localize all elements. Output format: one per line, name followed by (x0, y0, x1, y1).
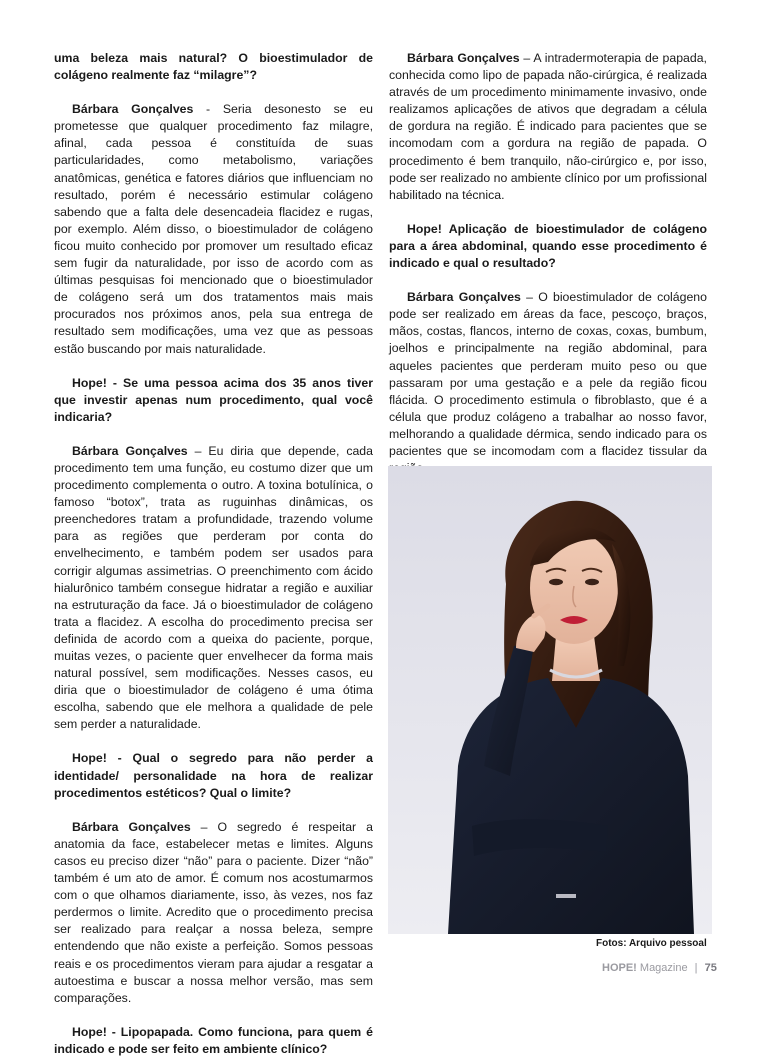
answer-text: – O bioestimulador de colágeno pode ser realizado em áreas da face, pescoço, braços, mãos, costas, flancos, interno de coxas, coxas, bumbum, joelhos e principalmente na região abdominal, para aqueles pacientes que perderam muito peso ou que passaram por uma gestação e a pele da região ficou flácida. O procedimento estimula o fibroblasto, que é a célula que produz colágeno a trabalhar ao nosso favor, melhorando a qualidade dérmica, sendo indicado para os pacientes que se incomodam com a flacidez tissular da (389, 290, 707, 458)
speaker-name: Bárbara Gonçalves (72, 443, 188, 458)
article-column-left (54, 50, 373, 1058)
question-text: Hope! - Qual o segredo para não perder a identidade/ personalidade na hora de realizar procedimentos estéticos? Qual o limite? (54, 751, 373, 800)
interview-question (54, 375, 373, 426)
interview-question (54, 750, 373, 801)
interview-answer (54, 101, 373, 357)
portrait-photo (388, 466, 712, 934)
interview-answer (54, 819, 373, 1007)
interview-answer (54, 443, 373, 734)
answer-text: – Eu diria que depende, cada procedimento tem uma função, eu costumo dizer que um procedimento complementa o outro. A toxina botulínica, o famoso “botox”, trata as ruguinhas dinâmicas, os preenchedores tratam a profundidade, trazendo volume para as regiões que perderam por conta do envelhecimento, e também podem ser usados para corrigir algumas assimetrias. O preenchimento com ácido hialurônico também consegue hidratar a região e auxiliar na estruturação da face. Já o bioestimulador de colágeno trata a flacidez. A escolha do procedimento precisa ser definida de acordo com a queixa do paciente, porque, muitas vezes, o paciente quer envelhecer da forma mais natural possível, sem modificações. Nesses casos, eu diria que o bioestimulador de colágeno é uma ótima escolha, sabendo que ele melhora a qualidade de pele sem perder a naturalidade. (54, 443, 373, 732)
woman-portrait-illustration (388, 466, 712, 934)
interview-question (389, 221, 707, 272)
answer-text: - Seria desonesto se eu prometesse que qualquer procedimento faz milagre, afinal, cada pessoa é constituída de suas particularidades, como metabolismo, variações anatômicas, genética e fatores diários que influenciam no resultado, porém é necessário estimular colágeno sabendo que a falta dele desencadeia flacidez e rugas, por exemplo. Além disso, o bioestimulador de colágeno ficou muito conhecido por promover um resultado eficaz sem fugir da naturalidade, por isso de acordo com as últimas pesquisas foi mencionado que o bioestimulador de colágeno será um dos tratamentos mais mais procurados nos próximos anos, pela sua entrega de resultado sem modificações, uma vez que as pessoas estão buscando por mais naturalidade. (54, 102, 373, 356)
speaker-name: Bárbara Gonçalves (407, 51, 520, 65)
interview-question (54, 1024, 373, 1058)
article-column-right (389, 50, 707, 477)
question-text: Hope! Aplicação de bioestimulador de colágeno para a área abdominal, quando esse procedimento é indicado e qual o resultado? (389, 221, 707, 271)
question-text: Hope! - Se uma pessoa acima dos 35 anos tiver que investir apenas num procedimento, qual você indicaria? (54, 375, 373, 424)
photo-credit: Fotos: Arquivo pessoal (596, 938, 707, 949)
page-footer (602, 962, 717, 974)
speaker-name: Bárbara Gonçalves (407, 290, 521, 305)
speaker-name: Bárbara Gonçalves (72, 819, 191, 834)
interview-question (54, 50, 373, 84)
interview-answer (389, 50, 707, 204)
question-text: uma beleza mais natural? O bioestimulador de colágeno realmente faz “milagre”? (54, 51, 373, 83)
answer-text: – A intradermoterapia de papada, conhecida como lipo de papada não-cirúrgica, é realizada através de um procedimento minimamente invasivo, onde realizamos aplicações de ativos que degradam a célula de gordura na região. É indicado para pacientes que se incomodam com a gordura na região de papada. O procedimento é bem tranquilo, não-cirúrgico e, por isso, pode ser realizado no ambiente clínico por um profissional habilitado na técnica. (389, 51, 707, 202)
footer-separator: | (694, 962, 698, 974)
footer-brand: HOPE! (602, 962, 637, 974)
page-number: 75 (704, 962, 717, 974)
question-text: Hope! - Lipopapada. Como funciona, para quem é indicado e pode ser feito em ambiente clínico? (54, 1024, 373, 1056)
footer-magazine: Magazine (639, 962, 688, 974)
speaker-name: Bárbara Gonçalves (72, 102, 194, 117)
answer-text: – O segredo é respeitar a anatomia da face, estabelecer metas e limites. Alguns casos eu preciso dizer “não” para o paciente. Dizer “não” também é um ato de amor. É comum nos acostumarmos com o que olhamos diariamente, isso, às vezes, nos faz perdermos o limite. Acredito que o procedimento precisa ser realizado para realçar a nossa beleza, sempre entendendo que não existe a perfeição. Somos pessoas reais e os procedimentos vieram para ajudar a resgatar a autoestima e buscar a nossa melhor versão, mas sem comparações. (54, 819, 373, 1005)
interview-answer (389, 289, 707, 477)
